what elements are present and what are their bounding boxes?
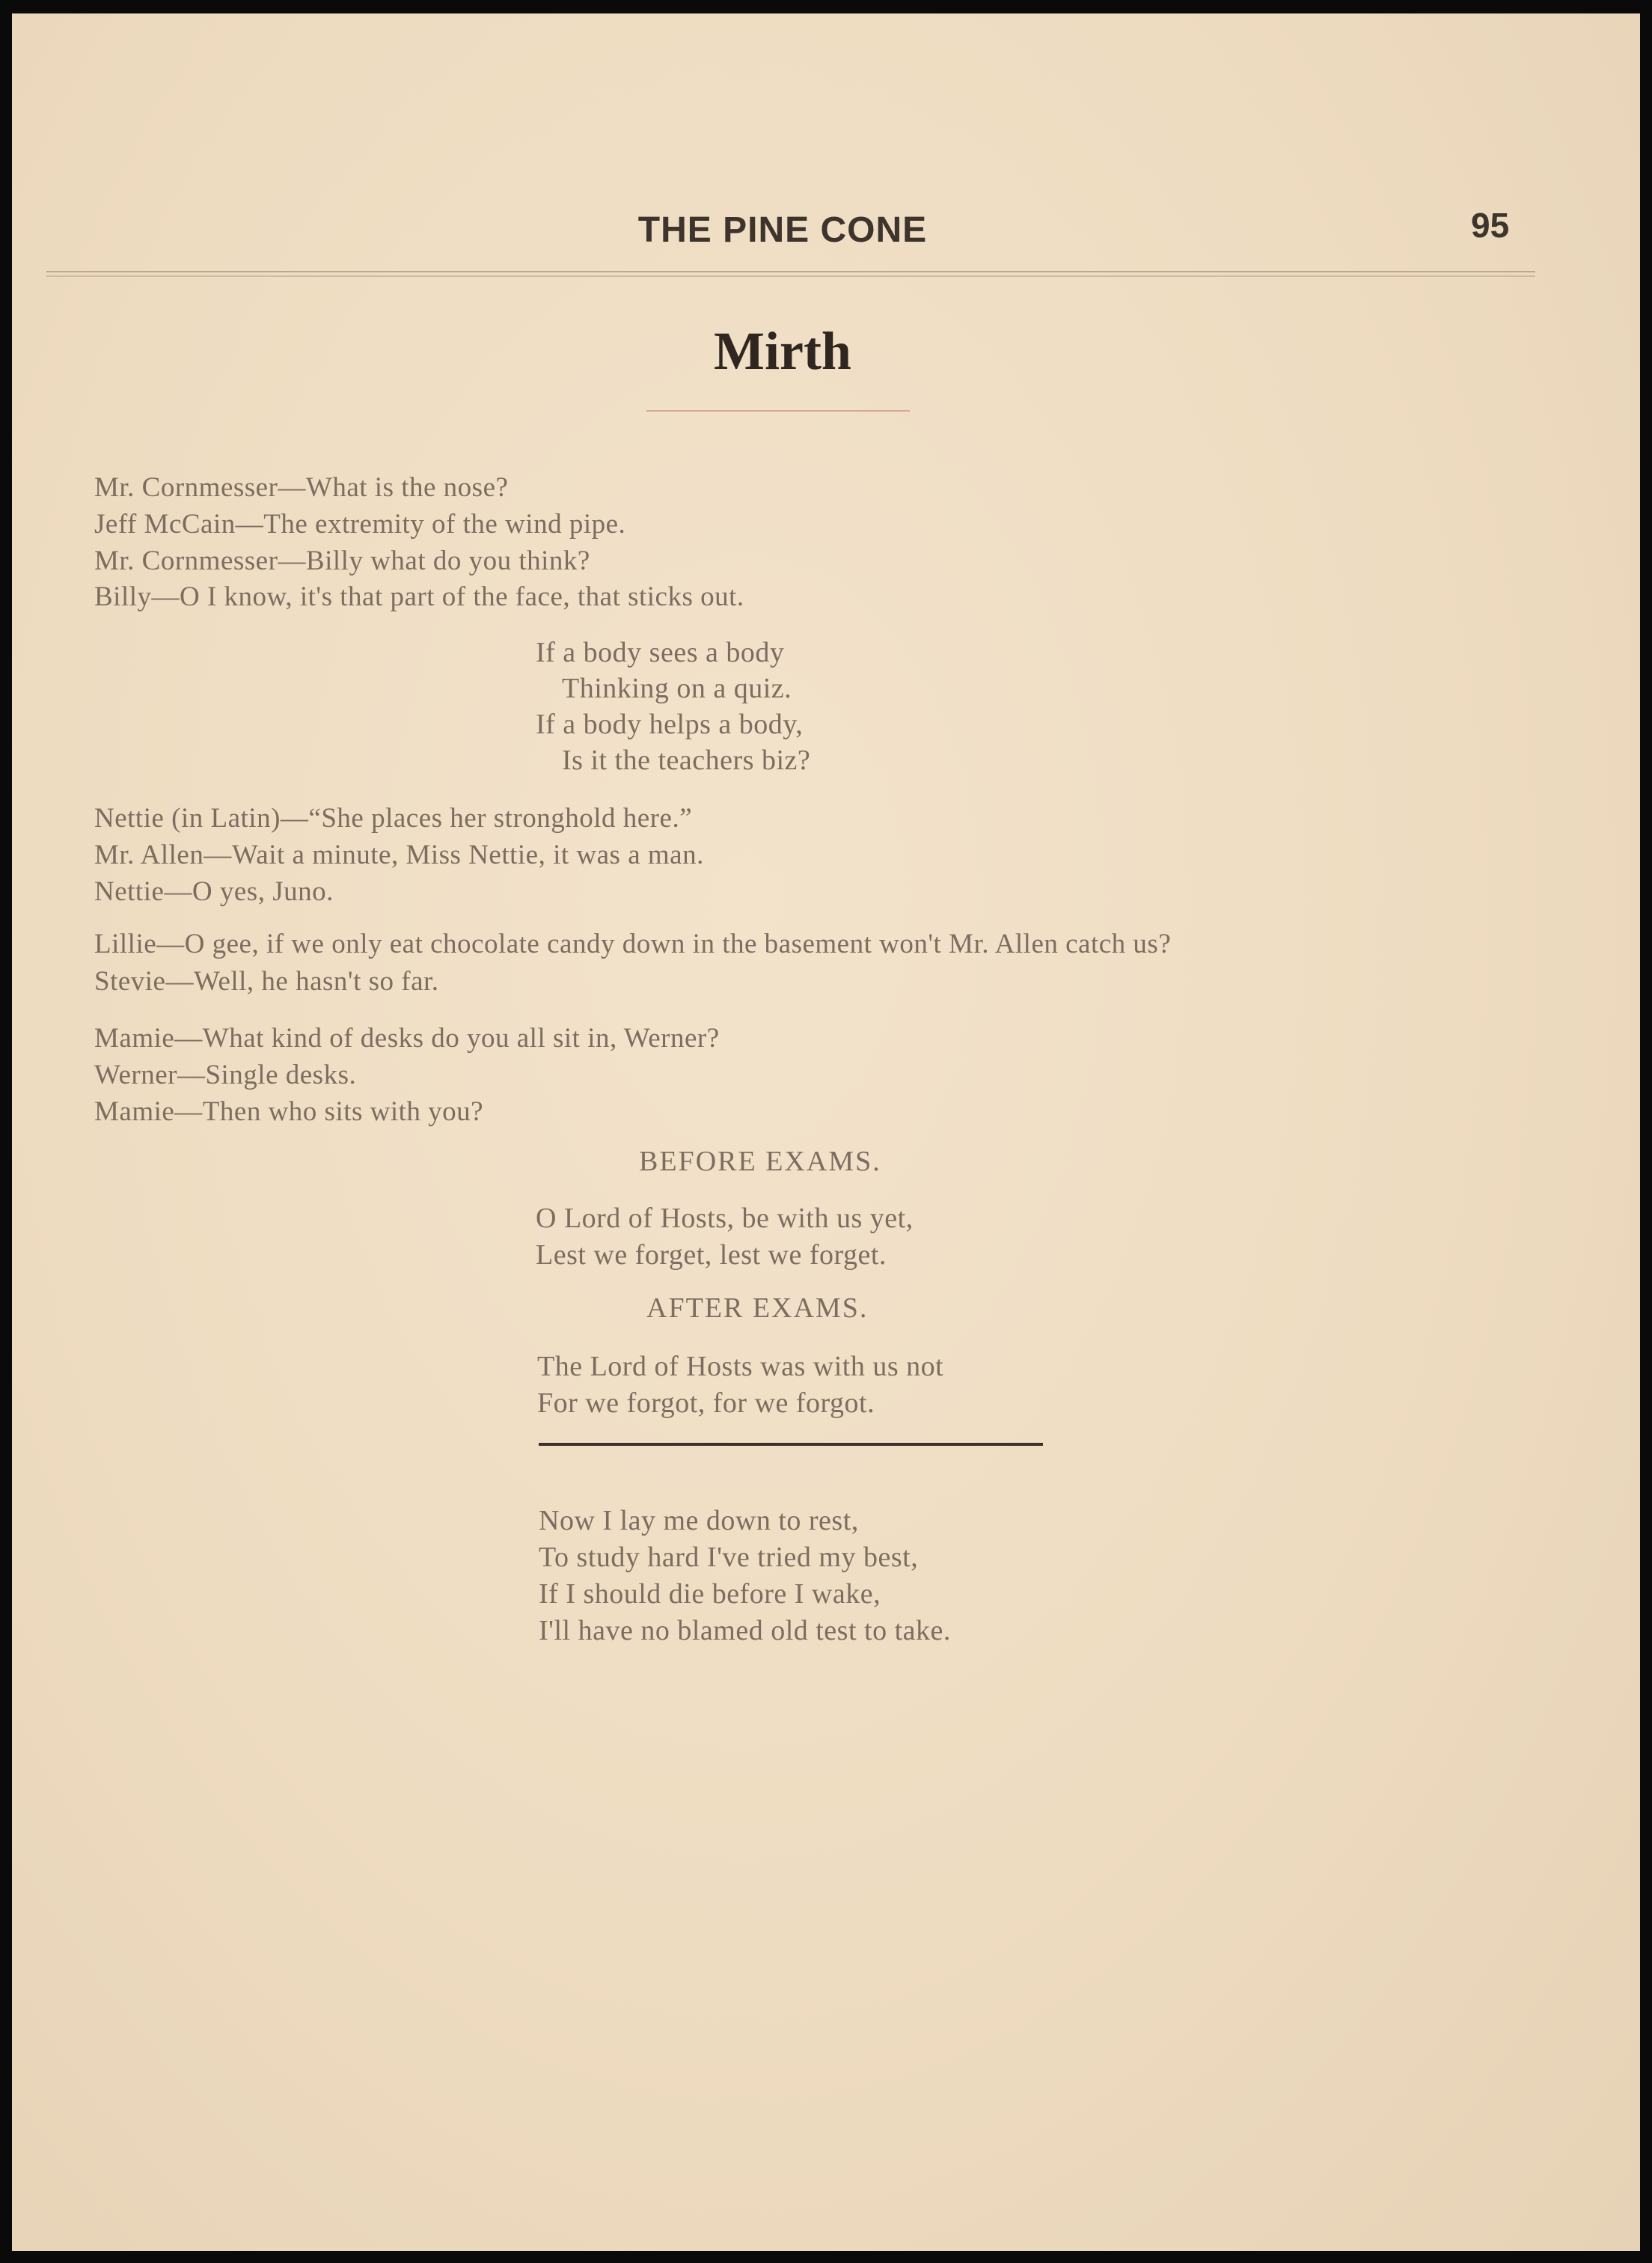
verse-line: If I should die before I wake,	[539, 1578, 881, 1610]
verse-line: Is it the teachers biz?	[562, 745, 811, 776]
running-header-title: THE PINE CONE	[637, 210, 928, 250]
header-rule	[46, 271, 1535, 277]
before-exams-heading: BEFORE EXAMS.	[639, 1146, 881, 1177]
dialogue-line: Billy—O I know, it's that part of the face, that sticks out.	[94, 581, 744, 612]
dialogue-line: Mr. Cornmesser—What is the nose?	[94, 472, 509, 503]
page-title: Mirth	[714, 321, 851, 381]
title-rule	[646, 410, 910, 412]
dialogue-line: Nettie—O yes, Juno.	[94, 876, 334, 907]
verse-line: To study hard I've tried my best,	[539, 1542, 919, 1573]
dialogue-line: Werner—Single desks.	[94, 1060, 357, 1090]
dialogue-line: Mamie—Then who sits with you?	[94, 1096, 484, 1127]
dialogue-line: Jeff McCain—The extremity of the wind pipe.	[94, 509, 626, 540]
verse-line: Lest we forget, lest we forget.	[536, 1239, 887, 1271]
dialogue-line: Nettie (in Latin)—“She places her stronghold here.”	[94, 803, 693, 834]
after-exams-heading: AFTER EXAMS.	[646, 1292, 869, 1324]
verse-line: Thinking on a quiz.	[562, 673, 792, 704]
dialogue-line: Lillie—O gee, if we only eat chocolate candy down in the basement won't Mr. Allen catch us?	[94, 929, 1172, 959]
section-divider	[539, 1443, 1043, 1446]
verse-line: If a body sees a body	[536, 637, 785, 668]
verse-line: If a body helps a body,	[536, 709, 804, 740]
page-number: 95	[1471, 206, 1510, 245]
verse-line: The Lord of Hosts was with us not	[537, 1351, 944, 1382]
dialogue-line: Mr. Allen—Wait a minute, Miss Nettie, it was a man.	[94, 840, 704, 870]
dialogue-line: Stevie—Well, he hasn't so far.	[94, 966, 439, 997]
page	[12, 13, 1640, 2251]
dialogue-line: Mr. Cornmesser—Billy what do you think?	[94, 546, 590, 576]
verse-line: I'll have no blamed old test to take.	[539, 1615, 951, 1646]
verse-line: O Lord of Hosts, be with us yet,	[536, 1203, 914, 1234]
verse-line: For we forgot, for we forgot.	[537, 1387, 875, 1419]
verse-line: Now I lay me down to rest,	[539, 1505, 859, 1536]
dialogue-line: Mamie—What kind of desks do you all sit in, Werner?	[94, 1023, 720, 1054]
